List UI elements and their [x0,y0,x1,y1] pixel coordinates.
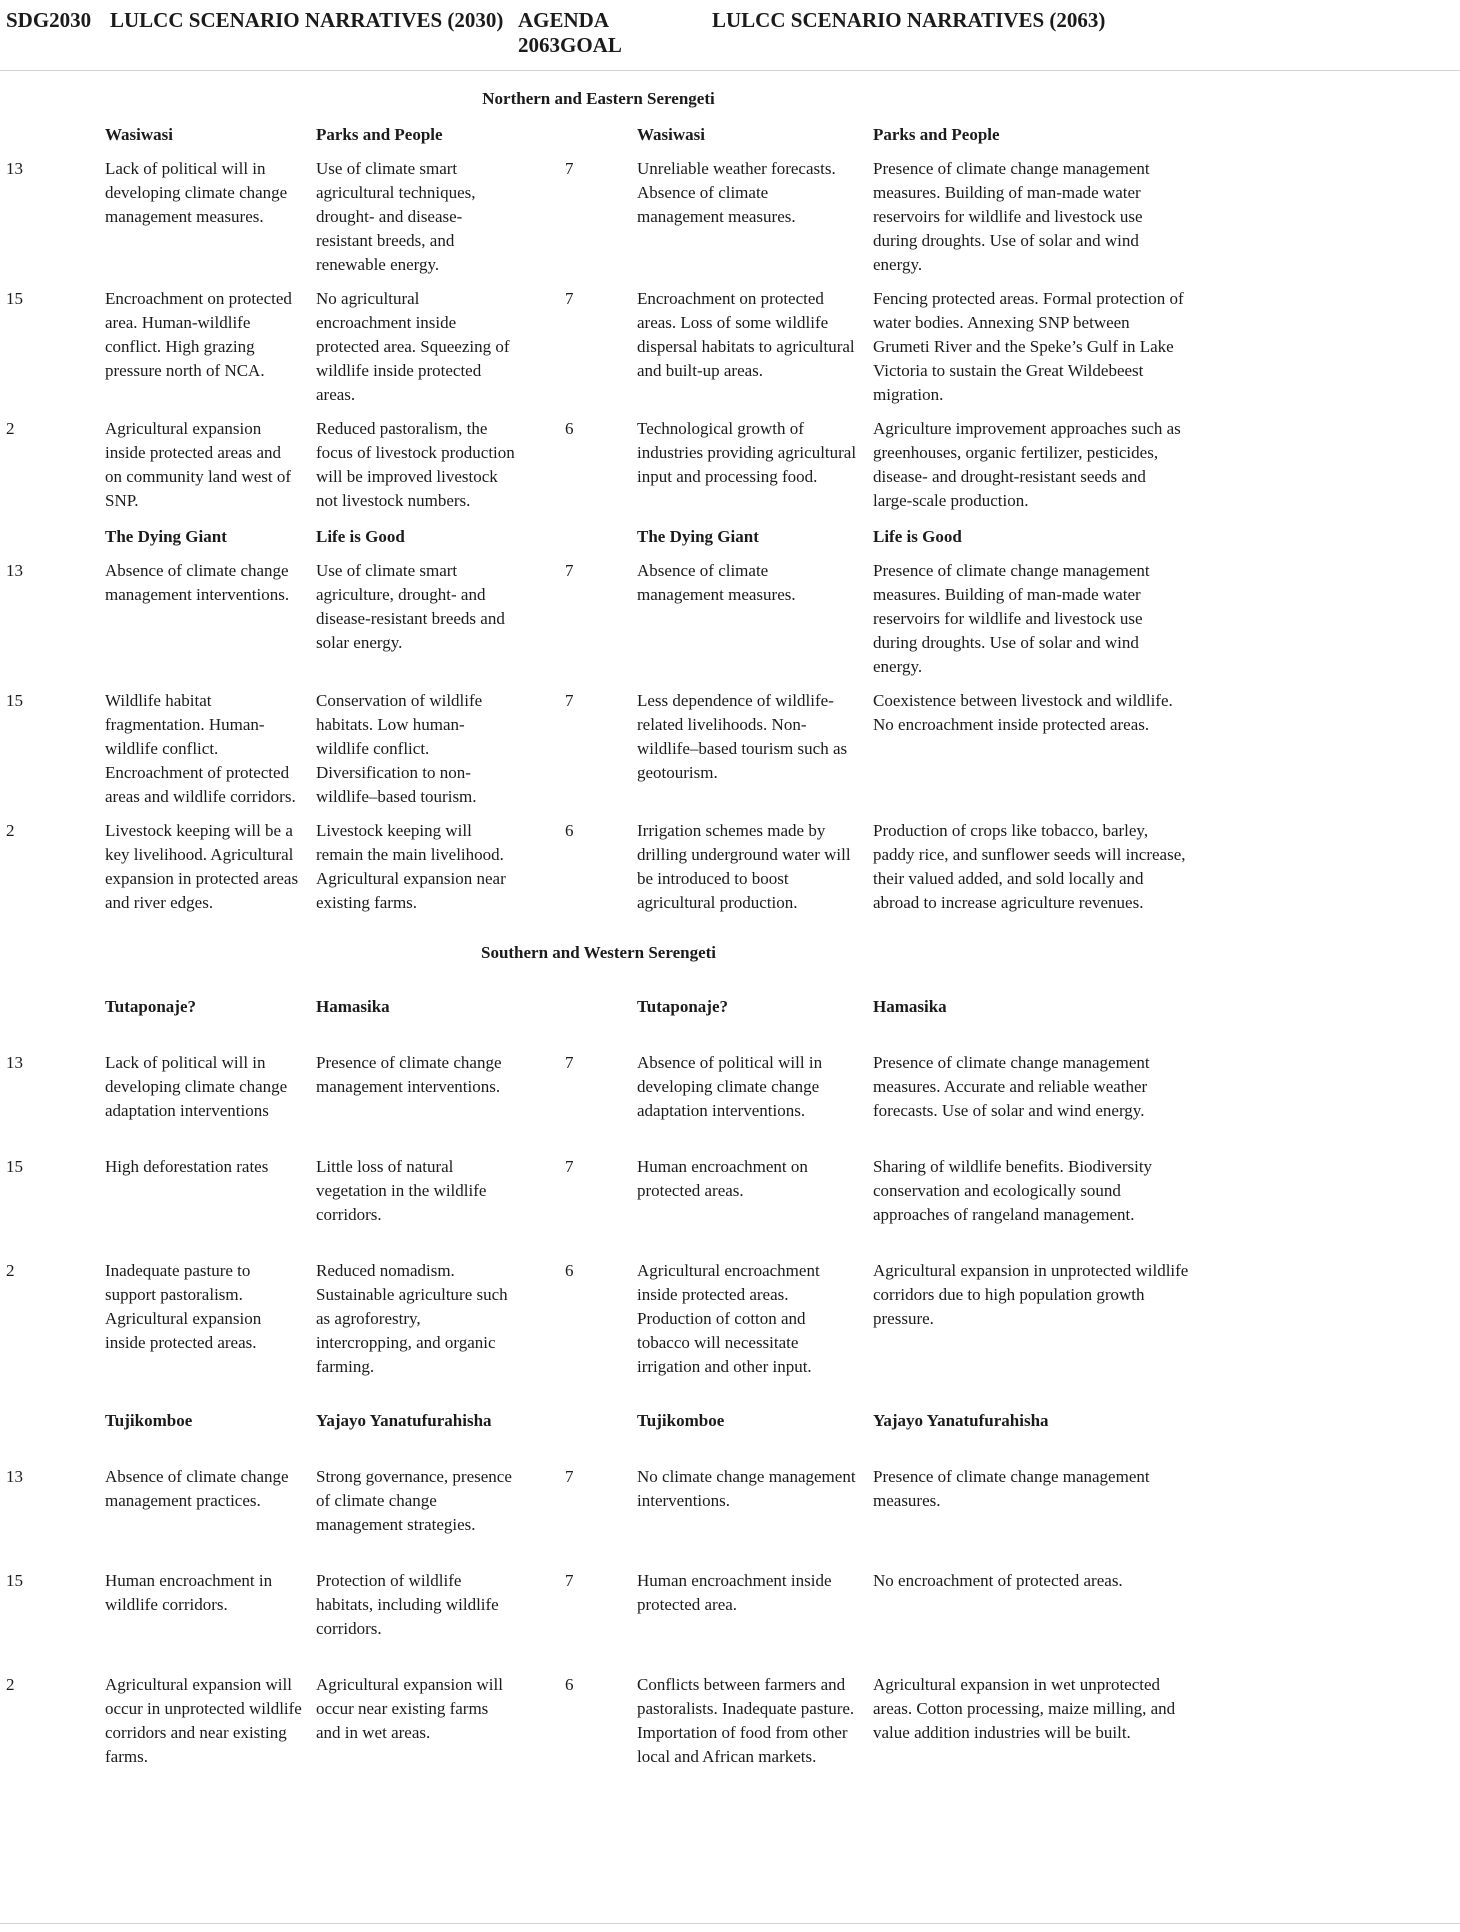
sdg-goal-number: 13 [6,159,23,178]
sdg-goal-number: 13 [6,1053,23,1072]
narrative-2030-cell: Presence of climate change management interventions. [316,1053,502,1096]
section-title: Northern and Eastern Serengeti [482,89,715,108]
spacer [565,995,637,1019]
sdg-goal-number: 2 [6,821,15,840]
narrative-2063-cell: Human encroachment inside protected area. [637,1571,832,1614]
narrative-2063-cell: Human encroachment on protected areas. [637,1157,808,1200]
section-southern-western [6,941,1460,1769]
table-row [6,417,1191,513]
sdg2030-column-header: SDG2030 [6,8,92,32]
narrative-2030-cell: Use of climate smart agricultural techniques, drought- and disease-resistant breeds, and renewable energy. [316,159,476,274]
narrative-2063-cell: No climate change management interventions. [637,1467,856,1510]
spacer [565,525,637,549]
narrative-2063-cell: Unreliable weather forecasts. Absence of climate management measures. [637,159,836,226]
narrative-2063-cell: Agricultural expansion in wet unprotected areas. Cotton processing, maize milling, and value addition industries will be built. [873,1675,1176,1742]
sdg-goal-number: 2 [6,1675,15,1694]
table-row [6,1465,1191,1537]
narrative-2030-cell: Agricultural expansion will occur near existing farms and in wet areas. [316,1675,503,1742]
narrative-2030-cell: Use of climate smart agriculture, drought- and disease-resistant breeds and solar energy. [316,561,505,652]
narrative-2030-cell: Protection of wildlife habitats, including wildlife corridors. [316,1571,499,1638]
agenda-header-line1: AGENDA [518,8,610,32]
narrative-2030-cell: Absence of climate change management practices. [105,1467,289,1510]
table-row [6,157,1191,277]
lulcc-2030-column-header: LULCC SCENARIO NARRATIVES (2030) [110,8,504,32]
narrative-2063-cell: Production of crops like tobacco, barley, paddy rice, and sunflower seeds will increase, their valued added, and sold locally and abroad to increase agriculture revenues. [873,821,1186,912]
narrative-2030-cell: Wildlife habitat fragmentation. Human-wildlife conflict. Encroachment of protected areas and wildlife corridors. [105,691,296,806]
narrative-2030-cell: Lack of political will in developing climate change adaptation interventions [105,1053,288,1120]
narrative-2030-cell: Livestock keeping will remain the main livelihood. Agricultural expansion near existing farms. [316,821,506,912]
scenario-table [0,71,1460,1769]
agenda-goal-number: 7 [565,1467,574,1486]
agenda-goal-number: 6 [565,1675,574,1694]
narrative-2030-cell: Strong governance, presence of climate change management strategies. [316,1467,512,1534]
narrative-2030-cell: No agricultural encroachment inside protected area. Squeezing of wildlife inside protected areas. [316,289,510,404]
sdg-goal-number: 2 [6,419,15,438]
table-row [6,1051,1191,1123]
narrative-2030-cell: High deforestation rates [105,1157,269,1176]
scenario-header-row [6,1409,1191,1433]
scenario-column-header: Life is Good [316,527,405,546]
narrative-2063-cell: Conflicts between farmers and pastoralists. Inadequate pasture. Importation of food from other local and African markets. [637,1675,855,1766]
scenario-header-row [6,525,1191,549]
narrative-2063-cell: Irrigation schemes made by drilling underground water will be introduced to boost agricultural production. [637,821,851,912]
scenario-column-header: Hamasika [316,997,390,1016]
scenario-column-header: Parks and People [316,125,443,144]
spacer [565,123,637,147]
scenario-column-header: Tutaponaje? [105,997,197,1016]
narrative-2030-cell: Agricultural expansion will occur in unprotected wildlife corridors and near existing farms. [105,1675,302,1766]
agenda-goal-number: 7 [565,691,574,710]
sdg-goal-number: 15 [6,1157,23,1176]
table-row [6,287,1191,407]
sdg-goal-number: 15 [6,691,23,710]
lulcc-2063-column-header: LULCC SCENARIO NARRATIVES (2063) [712,8,1106,32]
narrative-2063-cell: Absence of political will in developing climate change adaptation interventions. [637,1053,823,1120]
spacer [6,1409,105,1433]
narrative-2030-cell: Reduced nomadism. Sustainable agriculture such as agroforestry, intercropping, and organic farming. [316,1261,508,1376]
narrative-2030-cell: Encroachment on protected area. Human-wildlife conflict. High grazing pressure north of NCA. [105,289,292,380]
narrative-2063-cell: Presence of climate change management measures. Accurate and reliable weather forecasts. Use of solar and wind energy. [873,1053,1150,1120]
spacer [6,995,105,1019]
narrative-2063-cell: Coexistence between livestock and wildlife. No encroachment inside protected areas. [873,691,1173,734]
narrative-2030-cell: Lack of political will in developing climate change management measures. [105,159,288,226]
narrative-2030-cell: Human encroachment in wildlife corridors. [105,1571,273,1614]
table-row [6,1673,1191,1769]
scenario-column-header: Tujikomboe [105,1411,193,1430]
scenario-header-row [6,123,1191,147]
agenda-2063-column-header [518,8,712,58]
agenda-goal-number: 7 [565,561,574,580]
narrative-2063-cell: Agricultural encroachment inside protected areas. Production of cotton and tobacco will necessitate irrigation and other input. [637,1261,820,1376]
narrative-2063-cell: Technological growth of industries providing agricultural input and processing food. [637,419,857,486]
sdg-goal-number: 13 [6,1467,23,1486]
section-title: Southern and Western Serengeti [480,943,717,962]
sdg-goal-number: 15 [6,289,23,308]
narrative-2030-cell: Absence of climate change management interventions. [105,561,290,604]
table-row [6,1569,1191,1641]
scenario-column-header: Life is Good [873,527,962,546]
agenda-goal-number: 7 [565,1053,574,1072]
narrative-2030-cell: Agricultural expansion inside protected areas and on community land west of SNP. [105,419,292,510]
agenda-goal-number: 7 [565,1157,574,1176]
narrative-2063-cell: Agricultural expansion in unprotected wildlife corridors due to high population growth pressure. [873,1261,1189,1328]
spacer [6,123,105,147]
narrative-2030-cell: Livestock keeping will be a key livelihood. Agricultural expansion in protected areas and river edges. [105,821,299,912]
narrative-2063-cell: Fencing protected areas. Formal protection of water bodies. Annexing SNP between Grumeti River and the Speke’s Gulf in Lake Victoria to sustain the Great Wildebeest migration. [873,289,1184,404]
sdg-goal-number: 15 [6,1571,23,1590]
scenario-column-header: The Dying Giant [637,527,759,546]
scenario-column-header: Yajayo Yanatufurahisha [873,1411,1049,1430]
narrative-2063-cell: Encroachment on protected areas. Loss of some wildlife dispersal habitats to agricultural and built-up areas. [637,289,855,380]
agenda-header-line2: 2063GOAL [518,33,622,57]
spacer [565,1409,637,1433]
narrative-2063-cell: No encroachment of protected areas. [873,1571,1123,1590]
scenario-column-header: Yajayo Yanatufurahisha [316,1411,492,1430]
table-row [6,559,1191,679]
scenario-column-header: Tutaponaje? [637,997,729,1016]
scenario-column-header: The Dying Giant [105,527,227,546]
spacer [6,525,105,549]
agenda-goal-number: 7 [565,289,574,308]
scenario-column-header: Parks and People [873,125,1000,144]
scenario-column-header: Tujikomboe [637,1411,725,1430]
scenario-column-header: Hamasika [873,997,947,1016]
table-row [6,1155,1191,1227]
scenario-column-header: Wasiwasi [637,125,706,144]
narrative-2063-cell: Agriculture improvement approaches such as greenhouses, organic fertilizer, pesticides, disease- and drought-resistant seeds and large-scale production. [873,419,1181,510]
agenda-goal-number: 6 [565,821,574,840]
agenda-goal-number: 6 [565,1261,574,1280]
footer-divider [0,1923,1460,1924]
table-row [6,1259,1191,1379]
narrative-2063-cell: Absence of climate management measures. [637,561,796,604]
table-row [6,819,1191,915]
narrative-2063-cell: Less dependence of wildlife-related livelihoods. Non-wildlife–based tourism such as geotourism. [637,691,848,782]
narrative-2063-cell: Presence of climate change management measures. [873,1467,1150,1510]
narrative-2030-cell: Reduced pastoralism, the focus of livestock production will be improved livestock not livestock numbers. [316,419,515,510]
agenda-goal-number: 6 [565,419,574,438]
narrative-2030-cell: Inadequate pasture to support pastoralism. Agricultural expansion inside protected areas. [105,1261,262,1352]
sdg-goal-number: 13 [6,561,23,580]
table-header-row [0,0,1460,64]
scenario-column-header: Wasiwasi [105,125,174,144]
agenda-goal-number: 7 [565,1571,574,1590]
table-row [6,689,1191,809]
agenda-goal-number: 7 [565,159,574,178]
section-northern-eastern [6,87,1460,915]
sdg-goal-number: 2 [6,1261,15,1280]
narrative-2063-cell: Sharing of wildlife benefits. Biodiversity conservation and ecologically sound approaches of rangeland management. [873,1157,1153,1224]
narrative-2030-cell: Little loss of natural vegetation in the wildlife corridors. [316,1157,487,1224]
scenario-header-row [6,995,1191,1019]
narrative-2063-cell: Presence of climate change management measures. Building of man-made water reservoirs for wildlife and livestock use during droughts. Use of solar and wind energy. [873,561,1150,676]
narrative-2030-cell: Conservation of wildlife habitats. Low human-wildlife conflict. Diversification to non-wildlife–based tourism. [316,691,483,806]
narrative-2063-cell: Presence of climate change management measures. Building of man-made water reservoirs for wildlife and livestock use during droughts. Use of solar and wind energy. [873,159,1150,274]
